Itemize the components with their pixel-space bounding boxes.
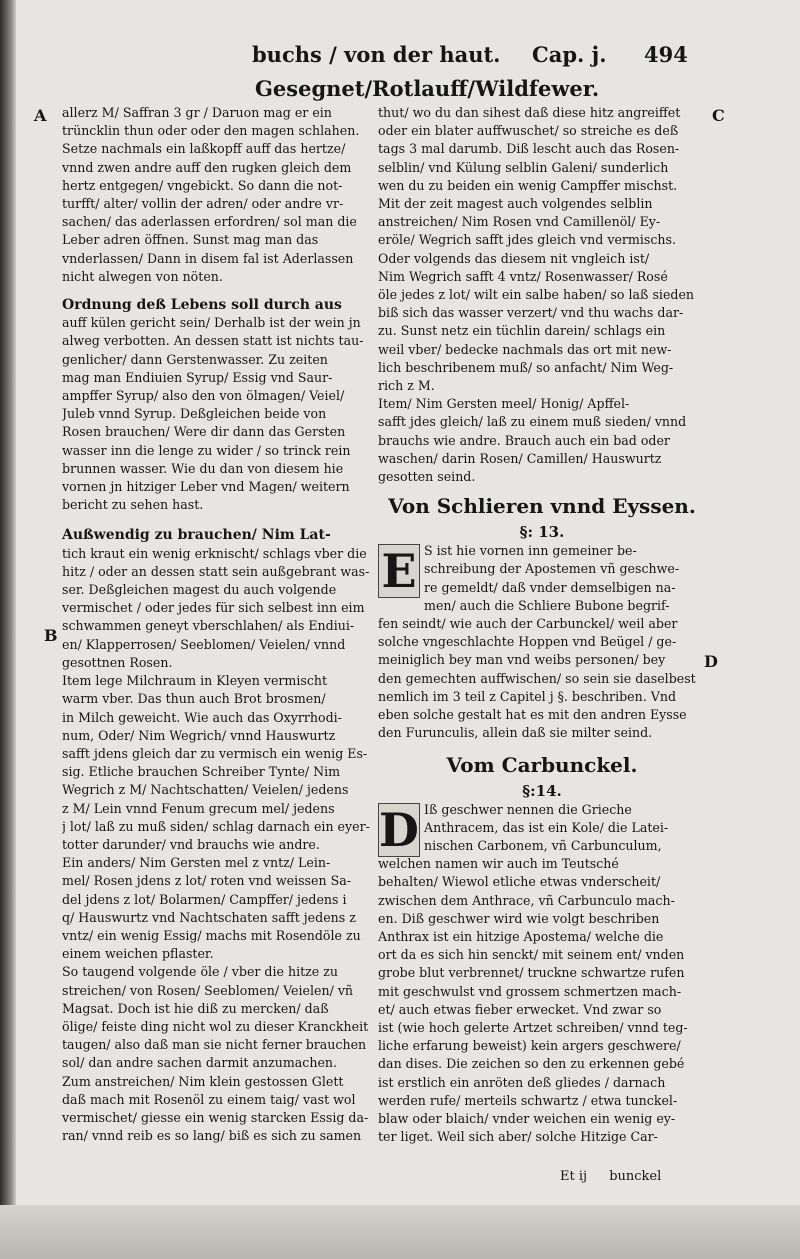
text-line: q/ Hauswurtz vnd Nachtschaten safft jedens z <box>62 909 356 925</box>
text-line: Anthrax ist ein hitzige Apostema/ welche die <box>378 928 664 944</box>
page-subtitle: Gesegnet/Rotlauff/Wildfewer. <box>255 76 600 101</box>
text-line: ort da es sich hin senckt/ mit seinem ent/ vnden <box>378 947 685 963</box>
text-line: Außwendig zu brauchen/ Nim Lat- <box>62 527 331 544</box>
text-line: weil vber/ bedecke nachmals das ort mit new- <box>378 341 672 357</box>
margin-letter-b: B <box>44 626 58 645</box>
text-line: hitz / oder an dessen statt sein außgebrant was- <box>62 563 370 579</box>
text-line: gesotten seind. <box>378 469 476 485</box>
left-paragraph-4 <box>62 672 370 854</box>
text-line: vnnd zwen andre auff den rugken gleich dem <box>62 159 352 175</box>
text-line: waschen/ darin Rosen/ Camillen/ Hauswurtz <box>378 450 662 466</box>
dropcap-block-2 <box>378 801 706 1147</box>
chapter-label: Cap. j. <box>532 42 607 67</box>
left-paragraph-6 <box>62 963 370 1072</box>
text-line: eben solche gestalt hat es mit den andren Eysse <box>378 707 687 723</box>
text-line: Mit der zeit magest auch volgendes selblin <box>378 196 653 212</box>
text-line: en/ Klapperrosen/ Seeblomen/ Veielen/ vnnd <box>62 636 346 652</box>
right-text-column <box>378 104 706 1146</box>
text-line: liche erfarung beweist) kein argers geschwere/ <box>378 1038 681 1054</box>
text-line: Anthracem, das ist ein Kole/ die Latei- <box>424 819 669 835</box>
text-line: vnderlassen/ Dann in disem fal ist Aderlassen <box>62 250 354 266</box>
dropcap-e: E <box>378 544 420 598</box>
text-line: den gemechten auffwischen/ so sein sie daselbest <box>378 670 696 686</box>
text-line: Setze nachmals ein laßkopff auff das hertze/ <box>62 141 346 157</box>
left-text-column <box>62 104 370 1145</box>
text-line: ter liget. Weil sich aber/ solche Hitzige Car- <box>378 1129 658 1145</box>
catchword: bunckel <box>609 1169 662 1184</box>
section-number-13: §: 13. <box>519 523 565 542</box>
text-line: ampffer Syrup/ also den von ölmagen/ Veiel/ <box>62 388 345 404</box>
text-line: vermischet / oder jedes für sich selbest inn eim <box>62 600 365 616</box>
text-line: zwischen dem Anthrace, vñ Carbunculo mach- <box>378 892 675 908</box>
text-line: Ordnung deß Lebens soll durch aus <box>62 297 342 314</box>
text-line: Item lege Milchraum in Kleyen vermischt <box>62 673 328 689</box>
text-line: genlicher/ dann Gerstenwasser. Zu zeiten <box>62 351 328 367</box>
text-line: einem weichen pflaster. <box>62 946 214 962</box>
signature-mark: Et ij <box>560 1169 588 1184</box>
running-header <box>252 42 702 72</box>
text-line: taugen/ also daß man sie nicht ferner brauchen <box>62 1037 367 1053</box>
text-line: Oder volgends das diesem nit vngleich ist/ <box>378 250 650 266</box>
running-title: buchs / von der haut. <box>252 42 501 67</box>
text-line: Magsat. Doch ist hie diß zu mercken/ daß <box>62 1000 329 1016</box>
text-line: ist (wie hoch gelerte Artzet schreiben/ vnnd teg- <box>378 1019 688 1035</box>
section-heading-carbunckel: Vom Carbunckel. <box>446 752 638 777</box>
text-line: selblin/ vnd Külung selblin Galeni/ sunderlich <box>378 159 669 175</box>
text-line: daß mach mit Rosenöl zu einem taig/ vast wol <box>62 1091 356 1107</box>
text-line: safft jdens gleich dar zu vermisch ein wenig Es- <box>62 745 368 761</box>
dropcap-d: D <box>379 802 419 857</box>
left-paragraph-1 <box>62 104 370 286</box>
text-line: warm vber. Das thun auch Brot brosmen/ <box>62 691 326 707</box>
text-line: sig. Etliche brauchen Schreiber Tynte/ Nim <box>62 764 341 780</box>
text-line: schreibung der Apostemen vñ geschwe- <box>424 561 680 577</box>
right-paragraph-2 <box>378 195 706 250</box>
text-line: Rosen brauchen/ Were dir dann das Gersten <box>62 424 346 440</box>
text-line: hertz entgegen/ vngebickt. So dann die not- <box>62 177 343 193</box>
catchword-line <box>560 1169 720 1184</box>
left-paragraph-5 <box>62 854 370 963</box>
text-line: Wegrich z M/ Nachtschatten/ Veielen/ jedens <box>62 782 349 798</box>
text-line: bericht zu sehen hast. <box>62 497 204 513</box>
margin-letter-d: D <box>704 652 718 671</box>
dropcap-block-1 <box>378 542 706 742</box>
text-line: num, Oder/ Nim Wegrich/ vnnd Hauswurtz <box>62 727 336 743</box>
text-line: re gemeldt/ daß vnder demselbigen na- <box>424 579 676 595</box>
text-line: trüncklin thun oder oder den magen schlahen. <box>62 123 360 139</box>
text-line: alweg verbotten. An dessen statt ist nichts tau- <box>62 333 364 349</box>
text-line: ser. Deßgleichen magest du auch volgende <box>62 582 337 598</box>
text-line: schwammen geneyt vberschlahen/ als Endiui- <box>62 618 355 634</box>
text-line: streichen/ von Rosen/ Seeblomen/ Veielen/ vñ <box>62 982 354 998</box>
text-line: nemlich im 3 teil z Capitel j §. beschriben. Vnd <box>378 688 677 704</box>
text-line: öle jedes z lot/ wilt ein salbe haben/ so laß sieden <box>378 287 695 303</box>
left-paragraph-3 <box>62 526 370 672</box>
text-line: oder ein blater auffwuschet/ so streiche es deß <box>378 123 679 139</box>
text-line: brauchs wie andre. Brauch auch ein bad oder <box>378 432 670 448</box>
text-line: welchen namen wir auch im Teutsché <box>378 856 619 872</box>
section-number-14: §:14. <box>522 781 562 800</box>
left-paragraph-7 <box>62 1073 370 1146</box>
text-line: biß sich das wasser verzert/ vnd thu wachs dar- <box>378 305 684 321</box>
left-paragraph-2 <box>62 296 370 514</box>
text-line: vntz/ ein wenig Essig/ machs mit Rosendöle zu <box>62 927 361 943</box>
right-paragraph-3 <box>378 250 706 396</box>
right-paragraph-1 <box>378 104 706 195</box>
margin-letter-a: A <box>34 106 47 125</box>
page-number: 494 <box>644 42 688 67</box>
page-bottom-margin <box>0 1205 800 1259</box>
text-line: wen du zu beiden ein wenig Campffer mischst. <box>378 177 678 193</box>
text-line: et/ auch etwas fieber erwecket. Vnd zwar so <box>378 1001 662 1017</box>
text-line: z M/ Lein vnnd Fenum grecum mel/ jedens <box>62 800 335 816</box>
text-line: anstreichen/ Nim Rosen vnd Camillenöl/ Ey- <box>378 214 661 230</box>
text-line: S ist hie vornen inn gemeiner be- <box>424 543 637 559</box>
text-line: ran/ vnnd reib es so lang/ biß es sich zu samen <box>62 1128 362 1144</box>
text-line: wasser inn die lenge zu wider / so trinck rein <box>62 442 351 458</box>
text-line: ölige/ feiste ding nicht wol zu dieser Kranckheit <box>62 1018 369 1034</box>
text-line: del jdens z lot/ Bolarmen/ Campffer/ jedens i <box>62 891 347 907</box>
right-paragraph-5 <box>378 542 706 742</box>
text-line: solche vngeschlachte Hoppen vnd Beügel / ge- <box>378 634 677 650</box>
text-line: mel/ Rosen jdens z lot/ roten vnd weissen Sa- <box>62 873 351 889</box>
text-line: vermischet/ giesse ein wenig starcken Essig da- <box>62 1109 369 1125</box>
text-line: So taugend volgende öle / vber die hitze zu <box>62 964 338 980</box>
section-heading-schlieren: Von Schlieren vnnd Eyssen. <box>388 494 696 519</box>
text-line: safft jdes gleich/ laß zu einem muß sieden/ vnnd <box>378 414 687 430</box>
text-line: lich beschribenem muß/ so anfacht/ Nim Weg- <box>378 359 674 375</box>
text-line: gesottnen Rosen. <box>62 654 173 670</box>
text-line: Juleb vnnd Syrup. Deßgleichen beide von <box>62 406 327 422</box>
text-line: grobe blut verbrennet/ truckne schwartze rufen <box>378 965 685 981</box>
text-line: nicht alwegen von nöten. <box>62 268 223 284</box>
text-line: en. Diß geschwer wird wie volgt beschriben <box>378 910 660 926</box>
text-line: men/ auch die Schliere Bubone begrif- <box>424 597 670 613</box>
text-line: in Milch geweicht. Wie auch das Oxyrrhodi- <box>62 709 342 725</box>
text-line: thut/ wo du dan sihest daß diese hitz angreiffet <box>378 105 681 120</box>
text-line: sol/ dan andre sachen darmit anzumachen. <box>62 1055 338 1071</box>
text-line: mag man Endiuien Syrup/ Essig vnd Saur- <box>62 369 333 385</box>
margin-letter-c: C <box>712 106 725 125</box>
text-line: sachen/ das aderlassen erfordren/ sol man die <box>62 214 357 230</box>
text-line: j lot/ laß zu muß siden/ schlag darnach ein eyer- <box>62 818 370 834</box>
text-line: turfft/ alter/ vollin der adren/ oder andre vr- <box>62 196 344 212</box>
text-line: Item/ Nim Gersten meel/ Honig/ Apffel- <box>378 396 630 412</box>
text-line: Ein anders/ Nim Gersten mel z vntz/ Lein- <box>62 855 331 871</box>
text-line: brunnen wasser. Wie du dan von diesem hie <box>62 460 344 476</box>
page-binding-shadow <box>0 0 16 1259</box>
text-line: Iß geschwer nennen die Grieche <box>424 801 632 817</box>
text-line: auff külen gericht sein/ Derhalb ist der wein jn <box>62 315 361 331</box>
text-line: Zum anstreichen/ Nim klein gestossen Glett <box>62 1073 344 1089</box>
text-line: rich z M. <box>378 378 435 394</box>
text-line: werden rufe/ merteils schwartz / etwa tunckel- <box>378 1092 678 1108</box>
text-line: allerz M/ Saffran 3 gr / Daruon mag er ein <box>62 105 332 120</box>
text-line: vornen jn hitziger Leber vnd Magen/ weitern <box>62 479 350 495</box>
text-line: meiniglich bey man vnd weibs personen/ bey <box>378 652 666 668</box>
text-line: dan dises. Die zeichen so den zu erkennen gebé <box>378 1056 685 1072</box>
text-line: Leber adren öffnen. Sunst mag man das <box>62 232 319 248</box>
text-line: zu. Sunst netz ein tüchlin darein/ schlags ein <box>378 323 666 339</box>
right-paragraph-4 <box>378 395 706 486</box>
text-line: tich kraut ein wenig erknischt/ schlags vber die <box>62 545 367 561</box>
text-line: totter darunder/ vnd brauchs wie andre. <box>62 836 320 852</box>
text-line: Nim Wegrich safft 4 vntz/ Rosenwasser/ Rosé <box>378 268 668 284</box>
text-line: ist erstlich ein anröten deß gliedes / darnach <box>378 1074 666 1090</box>
text-line: den Furunculis, allein daß sie milter seind. <box>378 725 653 741</box>
text-line: nischen Carbonem, vñ Carbunculum, <box>424 837 662 853</box>
text-line: blaw oder blaich/ vnder weichen ein wenig ey- <box>378 1110 676 1126</box>
right-paragraph-6 <box>378 801 706 1147</box>
text-line: behalten/ Wiewol etliche etwas vnderscheit/ <box>378 874 661 890</box>
text-line: fen seindt/ wie auch der Carbunckel/ weil aber <box>378 616 678 632</box>
text-line: mit geschwulst vnd grossem schmertzen mach- <box>378 983 682 999</box>
text-line: eröle/ Wegrich safft jdes gleich vnd vermischs. <box>378 232 676 248</box>
text-line: tags 3 mal darumb. Diß lescht auch das Rosen- <box>378 141 680 157</box>
